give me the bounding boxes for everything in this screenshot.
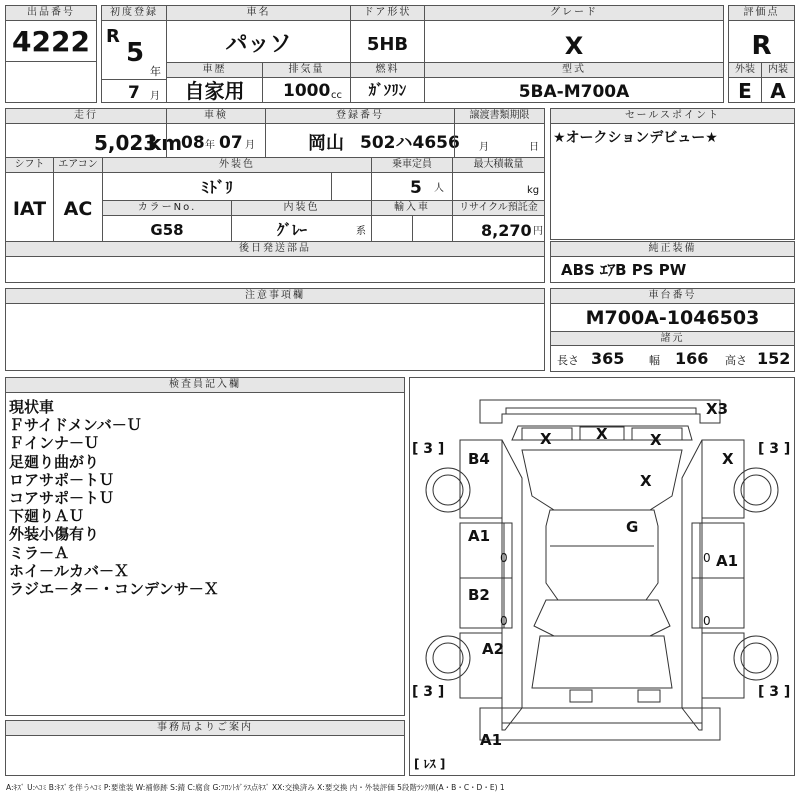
chassis-label: 車台番号 xyxy=(551,289,794,304)
mark-windshield-left: X xyxy=(540,430,552,448)
mark-side-right: 0 xyxy=(703,551,711,565)
length-label: 長さ xyxy=(557,354,579,367)
inspection-year-unit: 年 xyxy=(205,140,215,151)
length-value: 365 xyxy=(591,349,625,368)
inspector-note-line: ロアサポ－トＵ xyxy=(9,470,115,489)
office-box xyxy=(5,720,405,776)
exterior-box xyxy=(728,62,762,103)
fuel: ｶﾞｿﾘﾝ xyxy=(368,81,407,99)
color-no-box xyxy=(102,200,232,242)
score-label: 評価点 xyxy=(729,6,794,21)
aircon-label: エアコン xyxy=(54,158,102,173)
int-color-label: 内装色 xyxy=(232,201,371,216)
capacity-box xyxy=(371,157,453,201)
max-load-box xyxy=(452,157,545,201)
equipment-label: 純正装備 xyxy=(551,242,794,257)
mark-front-right: X xyxy=(722,450,734,468)
inspection-label: 車検 xyxy=(167,109,265,124)
color-no: G58 xyxy=(150,221,184,239)
shift-label: シフト xyxy=(6,158,53,173)
door-type: 5HB xyxy=(366,34,409,55)
recycle-unit: 円 xyxy=(533,226,543,237)
lot-number-box xyxy=(5,5,97,62)
interior-score: A xyxy=(770,79,786,103)
score: R xyxy=(751,31,772,61)
plate-label: 登録番号 xyxy=(266,109,454,124)
width-label: 幅 xyxy=(649,354,660,367)
inspector-notes xyxy=(9,398,219,598)
shift: IAT xyxy=(12,198,47,220)
equipment-box xyxy=(550,241,795,283)
import-label: 輸入車 xyxy=(372,201,452,216)
displacement-box xyxy=(262,62,351,103)
equipment-text: ABS ｴｱB PS PW xyxy=(561,261,687,279)
mileage: 5,023 xyxy=(94,131,158,155)
door-box xyxy=(350,5,425,63)
divider xyxy=(102,79,166,80)
mark-left-front-door: A1 xyxy=(468,527,491,545)
first-reg-box xyxy=(101,5,167,103)
inspector-note-line: 外装小傷有り xyxy=(9,525,100,544)
later-parts-box xyxy=(5,241,545,283)
grade-label: グレード xyxy=(425,6,723,21)
displacement: 1000 xyxy=(283,81,331,101)
capacity-unit: 人 xyxy=(434,183,444,194)
height-value: 152 xyxy=(757,349,791,368)
fuel-box xyxy=(350,62,425,103)
inspector-box xyxy=(5,377,405,716)
selling-points-box xyxy=(550,108,795,240)
selling-points-text: ★オークションデビュー★ xyxy=(553,130,718,146)
chassis-box xyxy=(550,288,795,372)
transfer-label: 譲渡書類期限 xyxy=(455,109,544,124)
first-reg-year: 5 xyxy=(126,38,145,68)
score-box xyxy=(728,5,795,63)
max-load-unit: kg xyxy=(527,185,540,196)
aircon-box xyxy=(53,157,103,242)
inspector-note-line: ラジエ－タ－・コンデンサ－Ｘ xyxy=(9,580,219,599)
inspector-note-line: ホイ－ルカバ－Ｘ xyxy=(9,561,130,580)
era-mark: R xyxy=(106,26,120,47)
specs-label: 諸元 xyxy=(551,331,794,346)
transfer-day: 日 xyxy=(529,142,539,153)
mileage-label: 走行 xyxy=(6,109,166,124)
inspector-note-line: ミラ－Ａ xyxy=(9,543,70,562)
color-no-label: カラーNo. xyxy=(103,201,231,216)
int-color-unit: 系 xyxy=(356,226,366,237)
car-name: パッソ xyxy=(225,32,292,57)
history-box xyxy=(166,62,263,103)
chassis-number: M700A-1046503 xyxy=(585,307,760,329)
int-color: ｸﾞﾚｰ xyxy=(276,221,307,239)
mark-rear-bumper: A1 xyxy=(480,731,503,749)
tire-fr-value: 3 xyxy=(769,441,780,457)
divider xyxy=(412,216,413,242)
mark-rear-panel-right: 0 xyxy=(703,614,711,628)
ext-color: ﾐﾄﾞﾘ xyxy=(200,178,233,197)
spare-tire-value: ﾚｽ xyxy=(423,757,436,771)
inspector-note-line: 足廻り曲がり xyxy=(9,452,100,471)
interior-label: 内装 xyxy=(762,63,794,78)
exterior-label: 外装 xyxy=(729,63,761,78)
aircon: AC xyxy=(63,198,93,220)
tire-rl: [ 3 ] xyxy=(412,684,445,700)
model: 5BA-M700A xyxy=(518,82,630,102)
mark-left-rear-fender: A2 xyxy=(482,640,505,658)
shift-box xyxy=(5,157,54,242)
ext-color-box xyxy=(102,157,372,201)
inspection-month-unit: 月 xyxy=(245,140,255,151)
transfer-box xyxy=(454,108,545,158)
recycle-label: リサイクル預託金 xyxy=(453,201,544,216)
capacity-label: 乗車定員 xyxy=(372,158,452,173)
model-label: 型式 xyxy=(425,63,723,78)
car-name-box xyxy=(166,5,351,63)
int-color-box xyxy=(231,200,372,242)
mark-front-left-fender: B4 xyxy=(468,450,490,468)
month-unit: 月 xyxy=(150,91,160,102)
height-label: 高さ xyxy=(725,354,747,367)
exterior-score: E xyxy=(738,79,752,103)
first-reg-month: 7 xyxy=(128,83,140,103)
recycle-box xyxy=(452,200,545,242)
inspection-month: 07 xyxy=(219,133,243,153)
displacement-label: 排気量 xyxy=(263,63,350,78)
inspector-note-line: コアサポ－トＵ xyxy=(9,489,115,508)
mileage-unit: km xyxy=(148,131,183,155)
ext-color-label: 外装色 xyxy=(103,158,371,173)
inspection-box xyxy=(166,108,266,158)
inspector-note-line: Ｆサイドメンバ－Ｕ xyxy=(9,416,142,435)
mark-hood: X xyxy=(640,472,652,490)
year-unit: 年 xyxy=(150,65,161,78)
spare-tire: [ ﾚｽ ] xyxy=(414,757,446,771)
door-label: ドア形状 xyxy=(351,6,424,21)
mark-roof: G xyxy=(626,518,639,536)
transfer-month: 月 xyxy=(479,142,489,153)
tire-fl-value: 3 xyxy=(423,441,434,457)
displacement-unit: cc xyxy=(331,90,342,101)
tire-fr: [ 3 ] xyxy=(758,441,791,457)
inspector-note-line: Ｆインナ－Ｕ xyxy=(9,434,100,453)
cautions-label: 注意事項欄 xyxy=(6,289,544,304)
interior-box xyxy=(761,62,795,103)
inspection-year: 08 xyxy=(181,133,205,153)
mileage-box xyxy=(5,108,183,158)
mark-windshield-right: X xyxy=(650,431,662,449)
history: 自家用 xyxy=(184,79,245,103)
mark-side-left: 0 xyxy=(500,551,508,565)
car-name-label: 車名 xyxy=(167,6,350,21)
width-value: 166 xyxy=(675,349,709,368)
grade: X xyxy=(564,32,584,60)
mark-right-door: A1 xyxy=(716,552,739,570)
first-reg-label: 初度登録 xyxy=(102,6,166,21)
recycle-amount: 8,270 xyxy=(481,221,532,240)
later-parts-label: 後日発送部品 xyxy=(6,242,544,257)
fuel-label: 燃料 xyxy=(351,63,424,78)
tire-rl-value: 3 xyxy=(423,684,434,700)
mark-left-rear-door: B2 xyxy=(468,586,490,604)
max-load-label: 最大積載量 xyxy=(453,158,544,173)
inspector-label: 検査員記入欄 xyxy=(6,378,404,393)
import-box xyxy=(371,200,453,242)
office-label: 事務局よりご案内 xyxy=(6,721,404,736)
mark-x3: X3 xyxy=(706,400,729,418)
tire-rr-value: 3 xyxy=(769,684,780,700)
history-label: 車歴 xyxy=(167,63,262,78)
grade-box xyxy=(424,5,724,63)
inspector-note-line: 現状車 xyxy=(9,398,55,416)
divider xyxy=(331,173,332,201)
selling-points-label: セールスポイント xyxy=(551,109,794,124)
damage-diagram xyxy=(409,377,795,776)
legend: A:ｷｽﾞ U:ﾍｺﾐ B:ｷｽﾞを伴うﾍｺﾐ P:要塗装 W:補修跡 S:錆 C:腐食 G:ﾌﾛﾝﾄｶﾞﾗｽ点ｷｽﾞ XX:交換済み X:要交換 内・外装評価 5段階ﾗﾝｸ順(A・B・C・D・E) 1 xyxy=(6,783,505,792)
model-box xyxy=(424,62,724,103)
lot-number: 4222 xyxy=(12,25,90,58)
tire-rr: [ 3 ] xyxy=(758,684,791,700)
lot-number-blank xyxy=(5,61,97,103)
tire-fl: [ 3 ] xyxy=(412,441,445,457)
inspector-note-line: 下廻りＡＵ xyxy=(9,507,85,526)
plate-box xyxy=(265,108,460,158)
mark-rear-panel-left: 0 xyxy=(500,614,508,628)
cautions-box xyxy=(5,288,545,371)
capacity: 5 xyxy=(410,178,422,198)
plate-number: 502ハ4656 xyxy=(360,133,460,153)
plate-region: 岡山 xyxy=(308,133,344,154)
lot-number-label: 出品番号 xyxy=(6,6,96,21)
mark-windshield-center: X xyxy=(596,425,608,443)
